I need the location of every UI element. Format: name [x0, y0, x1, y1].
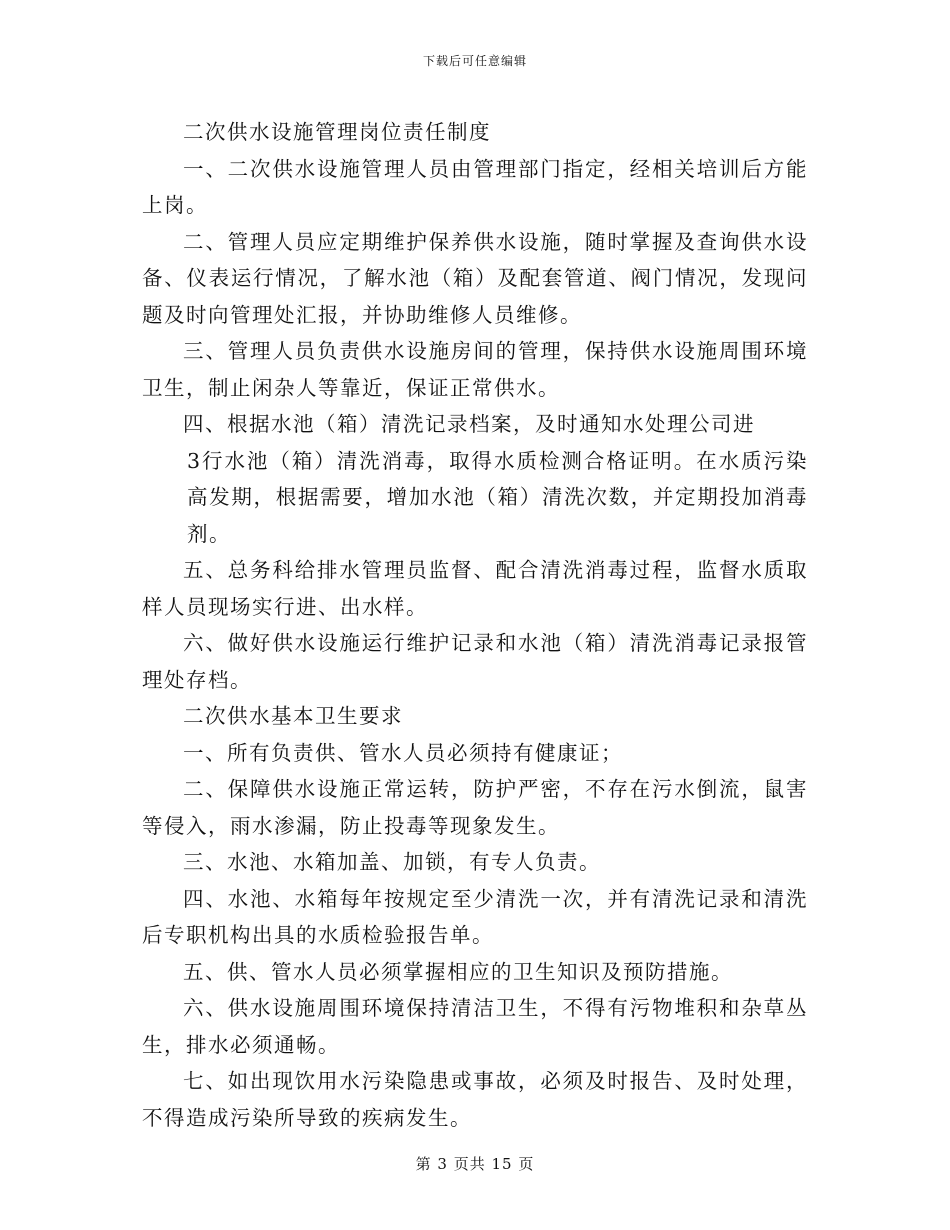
paragraph: 三、管理人员负责供水设施房间的管理，保持供水设施周围环境卫生，制止闲杂人等靠近，保证正常供水。	[142, 339, 808, 400]
paragraph: 七、如出现饮用水污染隐患或事故，必须及时报告、及时处理，不得造成污染所导致的疾病发生。	[142, 1069, 808, 1130]
paragraph: 二、管理人员应定期维护保养供水设施，随时掌握及查询供水设备、仪表运行情况，了解水池（箱）及配套管道、阀门情况，发现问题及时向管理处汇报，并协助维修人员维修。	[142, 229, 808, 327]
paragraph: 三、水池、水箱加盖、加锁，有专人负责。	[183, 850, 601, 874]
paragraph: 一、所有负责供、管水人员必须持有健康证；	[183, 740, 623, 765]
paragraph: 二、保障供水设施正常运转，防护严密，不存在污水倒流，鼠害等侵入，雨水渗漏，防止投毒等现象发生。	[142, 777, 808, 838]
page-footer: 第 3 页共 15 页	[415, 1155, 535, 1173]
paragraph: 四、水池、水箱每年按规定至少清洗一次，并有清洗记录和清洗后专职机构出具的水质检验报告单。	[142, 886, 808, 947]
paragraph: 六、供水设施周围环境保持清洁卫生，不得有污物堆积和杂草丛生，排水必须通畅。	[142, 996, 808, 1057]
paragraph: 五、总务科给排水管理员监督、配合清洗消毒过程，监督水质取样人员现场实行进、出水样。	[142, 558, 808, 619]
paragraph: 3行水池（箱）清洗消毒，取得水质检测合格证明。在水质污染高发期，根据需要，增加水池（箱）清洗次数，并定期投加消毒剂。	[187, 448, 808, 546]
paragraph: 四、根据水池（箱）清洗记录档案，及时通知水处理公司进	[183, 412, 755, 436]
section-title: 二次供水基本卫生要求	[183, 704, 403, 728]
section-title: 二次供水设施管理岗位责任制度	[183, 120, 491, 144]
paragraph: 五、供、管水人员必须掌握相应的卫生知识及预防措施。	[183, 959, 733, 984]
document-body	[142, 114, 808, 1136]
page-header: 下载后可任意编辑	[422, 54, 527, 68]
paragraph: 一、二次供水设施管理人员由管理部门指定，经相关培训后方能上岗。	[142, 156, 808, 217]
paragraph: 六、做好供水设施运行维护记录和水池（箱）清洗消毒记录报管理处存档。	[142, 631, 808, 692]
